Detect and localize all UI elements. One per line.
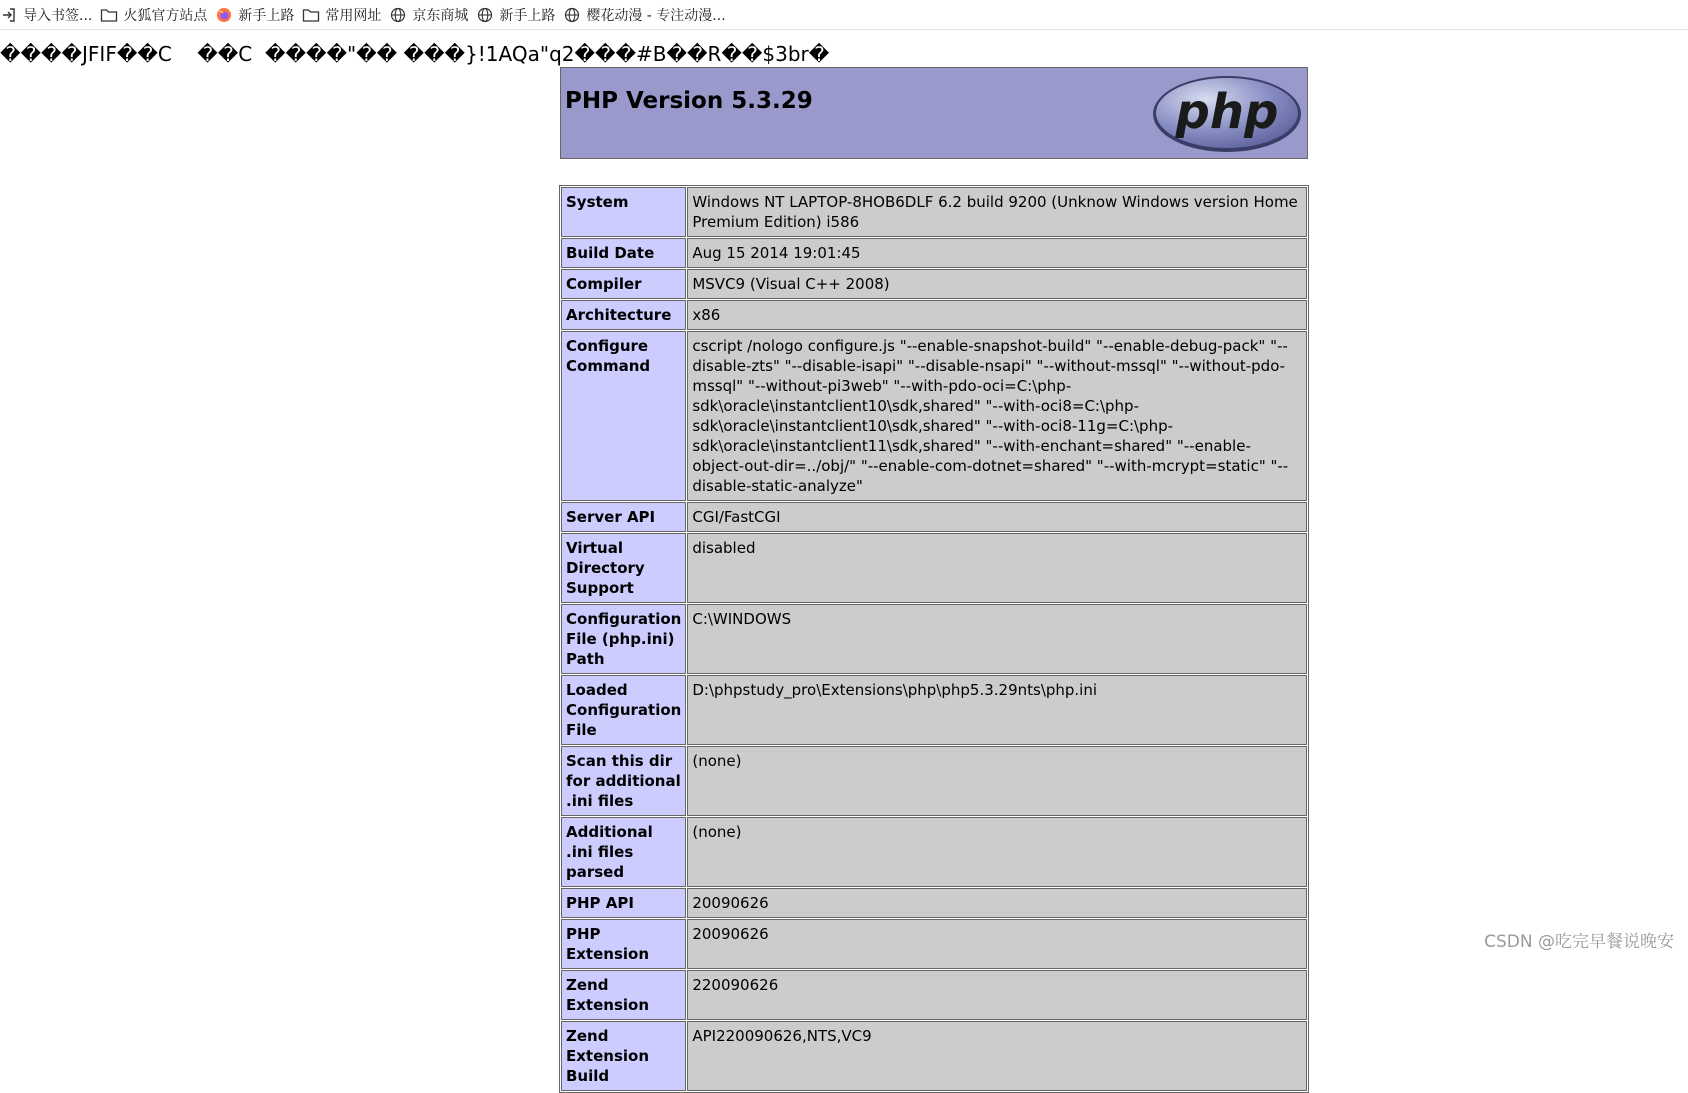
bookmark-firefox-site[interactable]: [100, 3, 215, 27]
row-value: API220090626,NTS,VC9: [687, 1021, 1307, 1091]
row-key: Virtual Directory Support: [561, 533, 686, 603]
bookmark-common-sites[interactable]: [302, 3, 389, 27]
row-key: Configure Command: [561, 331, 686, 501]
bookmark-getting-started[interactable]: [215, 3, 302, 27]
table-row: [561, 269, 1307, 299]
row-key: Configuration File (php.ini) Path: [561, 604, 686, 674]
folder-icon: [302, 6, 320, 24]
folder-icon: [100, 6, 118, 24]
row-value: (none): [687, 746, 1307, 816]
firefox-icon: [215, 6, 233, 24]
php-version-header: [560, 67, 1308, 159]
bookmark-sakura-anime[interactable]: [563, 3, 733, 27]
globe-icon: [389, 6, 407, 24]
table-row: [561, 604, 1307, 674]
table-row: [561, 238, 1307, 268]
bookmark-getting-started-2[interactable]: [476, 3, 563, 27]
row-key: System: [561, 187, 686, 237]
bookmark-label: 新手上路: [238, 5, 294, 25]
row-key: Loaded Configuration File: [561, 675, 686, 745]
bookmark-label: 火狐官方站点: [123, 5, 207, 25]
row-value: D:\phpstudy_pro\Extensions\php\php5.3.29nts\php.ini: [687, 675, 1307, 745]
row-key: Architecture: [561, 300, 686, 330]
row-value: CGI/FastCGI: [687, 502, 1307, 532]
row-value: x86: [687, 300, 1307, 330]
table-row: [561, 970, 1307, 1020]
bookmark-label: 樱花动漫 - 专注动漫...: [586, 5, 725, 25]
import-icon: [0, 6, 18, 24]
bookmark-label: 导入书签...: [23, 5, 92, 25]
page-title: PHP Version 5.3.29: [565, 88, 813, 114]
row-key: PHP Extension: [561, 919, 686, 969]
globe-icon: [563, 6, 581, 24]
bookmark-label: 常用网址: [325, 5, 381, 25]
row-value: 20090626: [687, 919, 1307, 969]
table-row: [561, 675, 1307, 745]
row-value: 220090626: [687, 970, 1307, 1020]
bookmark-import[interactable]: [0, 3, 100, 27]
row-key: Compiler: [561, 269, 686, 299]
table-row: [561, 331, 1307, 501]
row-value: disabled: [687, 533, 1307, 603]
row-value: (none): [687, 817, 1307, 887]
bookmark-label: 新手上路: [499, 5, 555, 25]
php-info-table: [559, 185, 1309, 1093]
row-key: Scan this dir for additional .ini files: [561, 746, 686, 816]
row-key: Server API: [561, 502, 686, 532]
row-key: Additional .ini files parsed: [561, 817, 686, 887]
svg-text:php: php: [1175, 84, 1279, 140]
row-value: C:\WINDOWS: [687, 604, 1307, 674]
row-value: 20090626: [687, 888, 1307, 918]
table-row: [561, 300, 1307, 330]
table-row: [561, 919, 1307, 969]
table-row: [561, 888, 1307, 918]
table-row: [561, 746, 1307, 816]
row-key: PHP API: [561, 888, 686, 918]
row-value: MSVC9 (Visual C++ 2008): [687, 269, 1307, 299]
table-row: [561, 817, 1307, 887]
bookmarks-toolbar: [0, 0, 1688, 30]
table-row: [561, 533, 1307, 603]
table-row: [561, 1021, 1307, 1091]
row-value: Windows NT LAPTOP-8HOB6DLF 6.2 build 9200 (Unknow Windows version Home Premium Edition) i586: [687, 187, 1307, 237]
row-key: Build Date: [561, 238, 686, 268]
globe-icon: [476, 6, 494, 24]
csdn-watermark: CSDN @吃完早餐说晚安: [1484, 927, 1674, 952]
row-value: cscript /nologo configure.js "--enable-snapshot-build" "--enable-debug-pack" "--disable-zts" "--disable-isapi" "--disable-nsapi" "--without-mssql" "--without-pdo-mssql" "--without-pi3web" "--with-pdo-oci=C:\php-sdk\oracle\instantclient10\sdk,shared" "--with-oci8=C:\php-sdk\oracle\instantclient10\sdk,shared" "--with-oci8-11g=C:\php-sdk\oracle\instantclient11\sdk,shared" "--with-enchant=shared" "--enable-object-out-dir=../obj/" "--enable-com-dotnet=shared" "--with-mcrypt=static" "--disable-static-analyze": [687, 331, 1307, 501]
row-value: Aug 15 2014 19:01:45: [687, 238, 1307, 268]
table-row: [561, 187, 1307, 237]
table-row: [561, 502, 1307, 532]
row-key: Zend Extension: [561, 970, 686, 1020]
bookmark-jd[interactable]: [389, 3, 476, 27]
row-key: Zend Extension Build: [561, 1021, 686, 1091]
bookmark-label: 京东商城: [412, 5, 468, 25]
php-logo-icon: [1151, 74, 1303, 154]
garbled-binary-text: ����JFIF��C ��C ����"�� ���}!1AQa"q2���#B��R��$3br�: [0, 42, 829, 66]
